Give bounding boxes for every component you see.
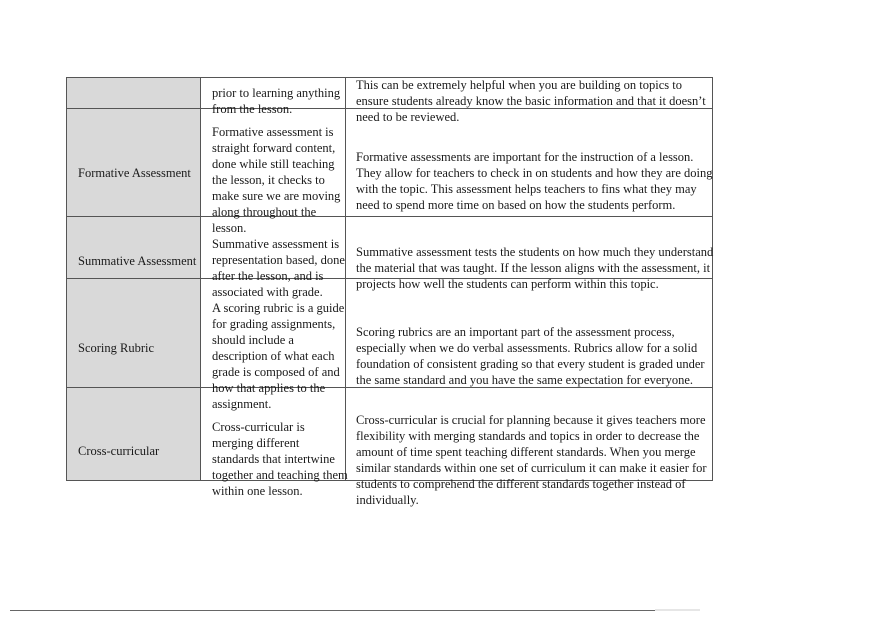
rationale-text: Scoring rubrics are an important part of the assessment process, especially when we do verbal assessments. Rubrics allow for a solid foundation of consistent grading so that every student is graded under the same standard and you have the same expectation for everyone.: [356, 325, 705, 387]
definition-text: A scoring rubric is a guide for grading assignments, should include a description of what each grade is composed of and how that applies to the assignment.: [212, 301, 345, 411]
term-cell-shading: [67, 278, 200, 387]
rationale-text: Summative assessment tests the students on how much they understand the material that was taught. If the lesson aligns with the assessment, it projects how well the students can perform within this topic.: [356, 245, 714, 291]
table-border-left: [66, 77, 67, 481]
definition-text: Formative assessment is straight forward content, done while still teaching the lesson, it checks to make sure we are moving along throughout the lesson.: [212, 125, 341, 235]
footer-rule: [10, 610, 700, 611]
rationale-text: Formative assessments are important for the instruction of a lesson. They allow for teachers to check in on students and how they are doing with the topic. This assessment helps teachers to fins what they may need to spend more time on based on how the students perform.: [356, 150, 713, 212]
term-cell-shading: [67, 387, 200, 480]
term-cell-shading: [67, 77, 200, 108]
term-label: Formative Assessment: [78, 166, 191, 180]
definition-text: prior to learning anything from the lesson.: [212, 86, 341, 116]
term-label: Summative Assessment: [78, 254, 197, 268]
rationale-text: Cross-curricular is crucial for planning because it gives teachers more flexibility with merging standards and topics in order to decrease the amount of time spent teaching different standards. When you merge similar standards within one set of curriculum it can make it easier for students to comprehend the different standards together instead of individually.: [356, 413, 707, 507]
term-label: Cross-curricular: [78, 444, 160, 458]
footer-mark: [655, 609, 700, 611]
table-row-divider: [66, 216, 713, 217]
definition-text: Summative assessment is representation based, done after the lesson, and is associated with grade.: [212, 237, 345, 299]
definition-text: Cross-curricular is merging different standards that intertwine together and teaching them within one lesson.: [212, 420, 348, 498]
table-column-divider: [200, 77, 201, 481]
rationale-text: This can be extremely helpful when you are building on topics to ensure students already know the basic information and that it doesn’t need to be reviewed.: [356, 78, 706, 124]
term-label: Scoring Rubric: [78, 341, 155, 355]
term-cell-shading: [67, 108, 200, 216]
